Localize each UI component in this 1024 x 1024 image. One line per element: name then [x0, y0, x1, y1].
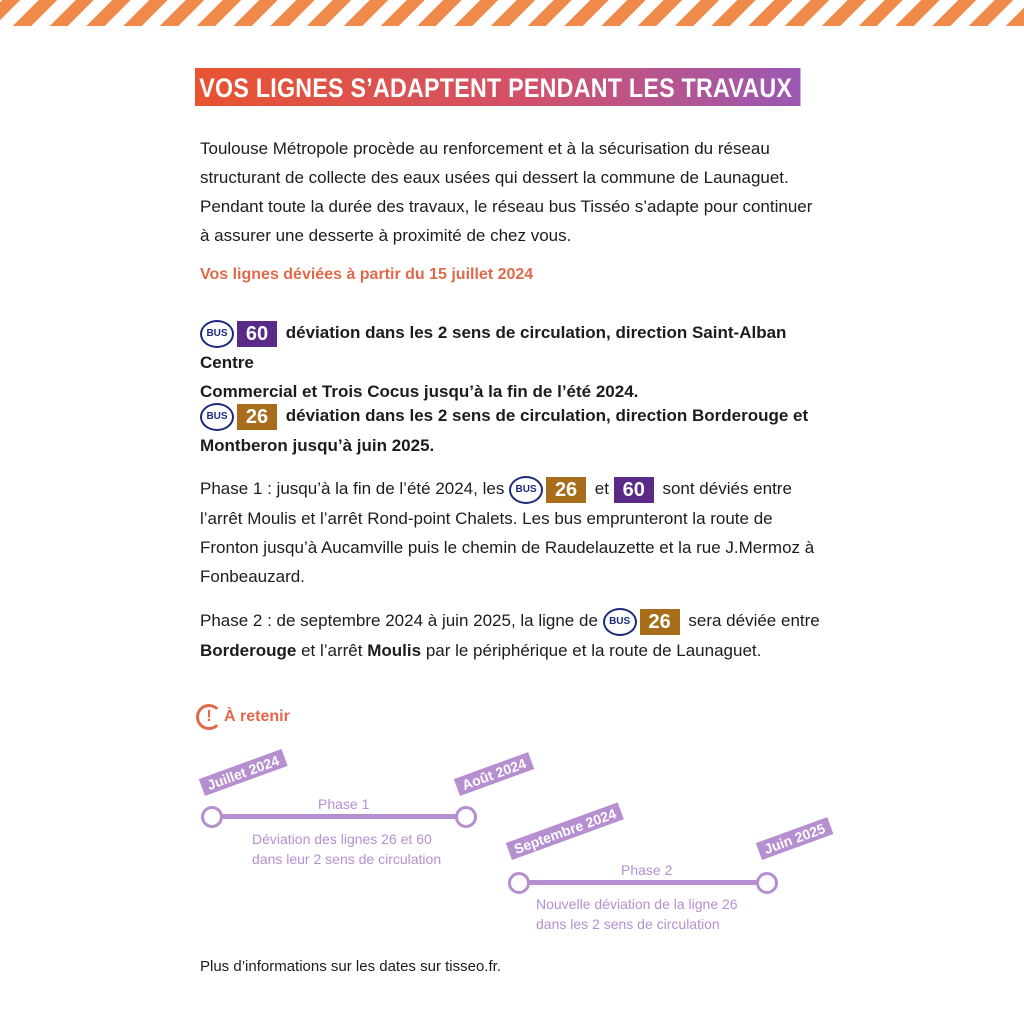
phase-2-middle: et l’arrêt — [301, 640, 363, 660]
phase-1-line: l’arrêt Moulis et l’arrêt Rond-point Chalets. Les bus emprunteront la route de — [200, 508, 773, 528]
line-26-item — [200, 401, 840, 460]
phase-2-desc-line: dans les 2 sens de circulation — [536, 916, 720, 932]
footer-note: Plus d’informations sur les dates sur tisseo.fr. — [200, 958, 501, 975]
phase-1-desc-line: Déviation des lignes 26 et 60 — [252, 831, 432, 847]
phase-1-label: Phase 1 — [318, 796, 370, 812]
phase-2-label: Phase 2 — [621, 862, 673, 878]
timeline-tag-septembre-2024: Septembre 2024 — [506, 802, 624, 860]
stop-moulis: Moulis — [367, 640, 422, 660]
phase-2-paragraph — [200, 606, 840, 665]
hazard-stripe-band — [0, 0, 1024, 26]
bus-icon: BUS — [603, 608, 637, 636]
phase-2-description — [536, 894, 738, 934]
intro-paragraph — [200, 134, 840, 250]
phase-1-paragraph — [200, 474, 840, 591]
intro-line: Toulouse Métropole procède au renforcement et à la sécurisation du réseau — [200, 139, 770, 158]
bus-icon: BUS — [200, 320, 234, 348]
phase-2-end-dot — [756, 872, 778, 894]
phase-1-and: et — [594, 479, 609, 498]
phase-2-bar — [519, 880, 767, 885]
timeline-tag-juin-2025: Juin 2025 — [756, 817, 833, 860]
intro-line: Pendant toute la durée des travaux, le réseau bus Tisséo s’adapte pour continuer — [200, 197, 813, 216]
line-26-text-cont: Montberon jusqu’à juin 2025. — [200, 435, 435, 455]
phase-1-end-dot — [455, 806, 477, 828]
timeline-tag-aout-2024: Août 2024 — [454, 752, 534, 796]
section-subtitle: Vos lignes déviées à partir du 15 juillet 2024 — [200, 266, 534, 283]
phase-2-desc-line: Nouvelle déviation de la ligne 26 — [536, 896, 738, 912]
phase-2-start-dot — [508, 872, 530, 894]
line-26-badge: 26 — [640, 609, 680, 635]
intro-line: structurant de collecte des eaux usées qui dessert la commune de Launaguet. — [200, 168, 789, 187]
phase-1-start: Phase 1 : jusqu’à la fin de l’été 2024, les — [200, 479, 505, 498]
line-60-badge: 60 — [237, 321, 277, 347]
phase-2-end: sera déviée entre — [688, 611, 820, 630]
retenir-label: À retenir — [224, 708, 290, 726]
line-26-text: déviation dans les 2 sens de circulation, direction Borderouge et — [285, 406, 809, 425]
stop-borderouge: Borderouge — [200, 640, 297, 660]
line-26-badge: 26 — [546, 477, 586, 503]
phase-2-start: Phase 2 : de septembre 2024 à juin 2025, la ligne de — [200, 611, 598, 630]
phase-1-start-dot — [201, 806, 223, 828]
timeline-tag-juillet-2024: Juillet 2024 — [199, 749, 287, 796]
phase-1-end: sont déviés entre — [662, 479, 792, 498]
line-60-badge: 60 — [614, 477, 654, 503]
phase-1-description — [252, 829, 441, 869]
page-title: VOS LIGNES S’ADAPTENT PENDANT LES TRAVAUX — [195, 68, 801, 106]
phase-1-desc-line: dans leur 2 sens de circulation — [252, 851, 442, 867]
intro-line: à assurer une desserte à proximité de chez vous. — [200, 226, 572, 245]
line-60-text: déviation dans les 2 sens de circulation, direction Saint-Alban Centre — [200, 323, 787, 372]
bus-icon: BUS — [200, 403, 234, 431]
phase-1-line: Fronton jusqu’à Aucamville puis le chemin de Raudelauzette et la rue J.Mermoz à — [200, 537, 815, 557]
line-26-badge: 26 — [237, 404, 277, 430]
line-60-item — [200, 318, 840, 406]
phase-2-tail: par le périphérique et la route de Launaguet. — [425, 640, 762, 660]
exclamation-icon: ! — [196, 704, 222, 730]
line-60-text-cont: Commercial et Trois Cocus jusqu’à la fin de l’été 2024. — [200, 381, 639, 401]
phase-1-bar — [212, 814, 466, 819]
bus-icon: BUS — [509, 476, 543, 504]
retenir-heading — [196, 704, 290, 730]
phase-1-line: Fonbeauzard. — [200, 566, 305, 586]
